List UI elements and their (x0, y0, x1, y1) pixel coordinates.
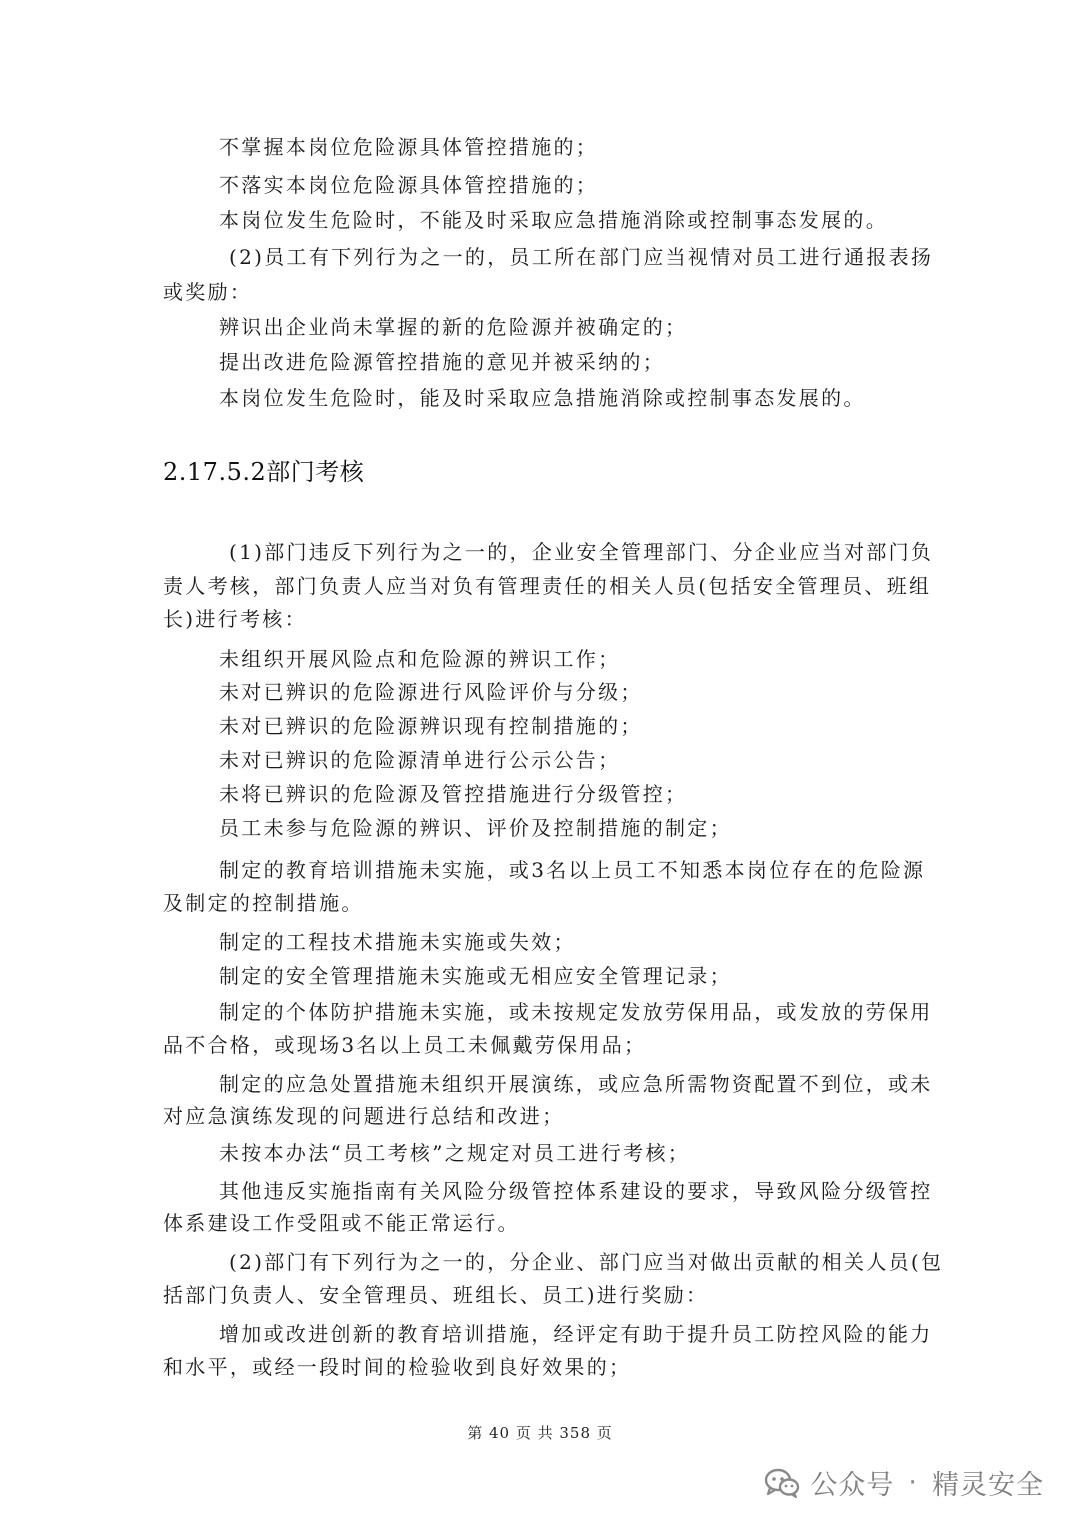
list-item: 不掌握本岗位危险源具体管控措施的； (219, 135, 599, 159)
list-item: 未组织开展风险点和危险源的辨识工作； (219, 647, 621, 671)
paragraph-line: 括部门负责人、安全管理员、班组长、员工)进行奖励： (163, 1283, 709, 1307)
list-item: 未对已辨识的危险源进行风险评价与分级； (219, 680, 643, 704)
list-item: 本岗位发生危险时，能及时采取应急措施消除或控制事态发展的。 (219, 386, 866, 410)
paragraph-line: 制定的应急处置措施未组织开展演练，或应急所需物资配置不到位，或未 (219, 1072, 933, 1096)
list-item: 辨识出企业尚未掌握的新的危险源并被确定的； (219, 315, 688, 339)
list-item: 未将已辨识的危险源及管控措施进行分级管控； (219, 782, 688, 806)
paragraph-line: 长)进行考核： (163, 607, 307, 631)
page-number: 第 40 页 共 358 页 (467, 1424, 613, 1442)
list-item: 制定的安全管理措施未实施或无相应安全管理记录； (219, 964, 732, 988)
watermark-label: 公众号 (810, 1470, 895, 1501)
paragraph-line: 品不合格，或现场3名以上员工未佩戴劳保用品； (163, 1033, 647, 1057)
paragraph-line: (2)员工有下列行为之一的，员工所在部门应当视情对员工进行通报表扬 (229, 245, 934, 269)
paragraph-line: 和水平，或经一段时间的检验收到良好效果的； (163, 1355, 632, 1379)
paragraph-line: 其他违反实施指南有关风险分级管控体系建设的要求，导致风险分级管控 (219, 1179, 933, 1203)
list-item: 提出改进危险源管控措施的意见并被采纳的； (219, 350, 665, 374)
paragraph-line: 体系建设工作受阻或不能正常运行。 (163, 1211, 520, 1235)
list-item: 未对已辨识的危险源清单进行公示公告； (219, 748, 621, 772)
paragraph-line: 或奖励： (163, 280, 253, 304)
paragraph-line: (1)部门违反下列行为之一的，企业安全管理部门、分企业应当对部门负 (229, 540, 934, 564)
wechat-icon (764, 1468, 800, 1498)
paragraph-line: 制定的教育培训措施未实施，或3名以上员工不知悉本岗位存在的危险源 (219, 858, 926, 882)
paragraph-line: 责人考核，部门负责人应当对负有管理责任的相关人员(包括安全管理员、班组 (163, 574, 932, 598)
watermark-separator: · (908, 1467, 918, 1498)
list-item: 未按本办法“员工考核”之规定对员工进行考核； (219, 1141, 691, 1165)
list-item: 未对已辨识的危险源辨识现有控制措施的； (219, 714, 643, 738)
paragraph-line: 制定的个体防护措施未实施，或未按规定发放劳保用品，或发放的劳保用 (219, 1000, 933, 1024)
paragraph-line: 对应急演练发现的问题进行总结和改进； (163, 1104, 565, 1128)
list-item: 不落实本岗位危险源具体管控措施的； (219, 173, 599, 197)
paragraph-line: 及制定的控制措施。 (163, 891, 364, 915)
list-item: 本岗位发生危险时，不能及时采取应急措施消除或控制事态发展的。 (219, 208, 888, 232)
watermark (764, 1463, 1044, 1502)
list-item: 制定的工程技术措施未实施或失效； (219, 930, 576, 954)
paragraph-line: (2)部门有下列行为之一的，分企业、部门应当对做出贡献的相关人员(包 (229, 1250, 944, 1274)
watermark-name: 精灵安全 (932, 1470, 1044, 1501)
paragraph-line: 增加或改进创新的教育培训措施，经评定有助于提升员工防控风险的能力 (219, 1322, 933, 1346)
list-item: 员工未参与危险源的辨识、评价及控制措施的制定； (219, 816, 732, 840)
section-heading: 2.17.5.2部门考核 (163, 458, 365, 486)
